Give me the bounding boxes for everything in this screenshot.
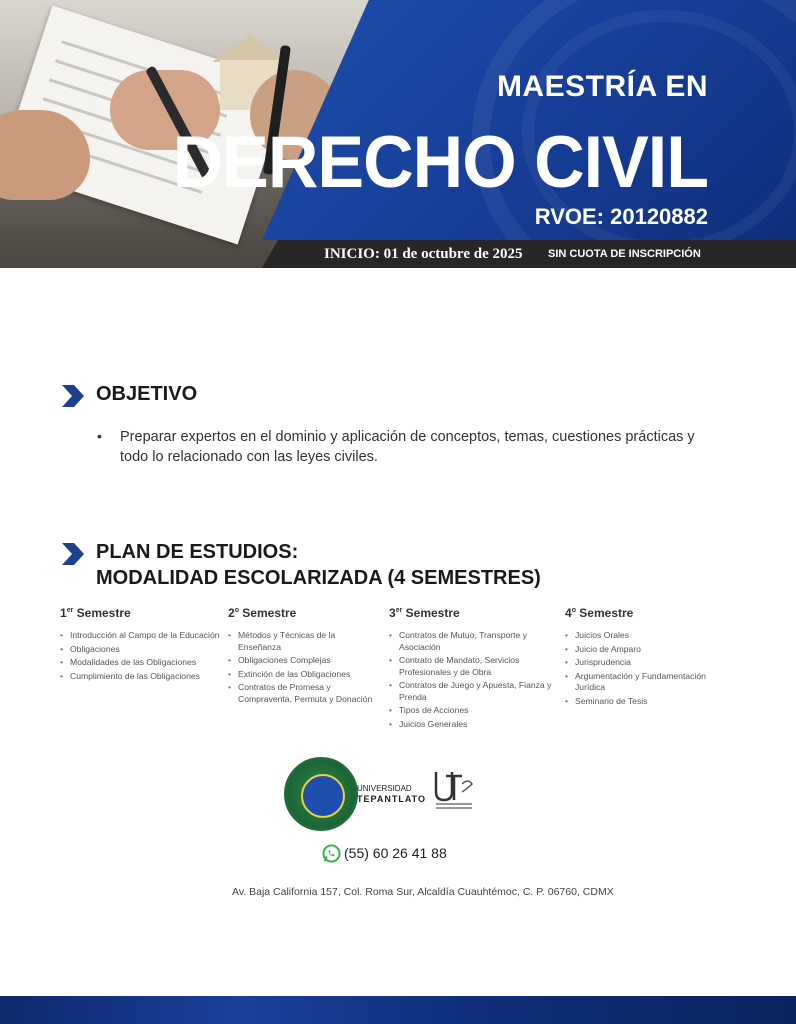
list-item: • Obligaciones (60, 644, 230, 656)
footer-bar (0, 996, 796, 1024)
title-line-2: DERECHO CIVIL (172, 121, 708, 203)
list-item: • Juicios Orales (565, 630, 715, 642)
list-item: • Extinción de las Obligaciones (228, 669, 378, 681)
list-item: • Jurisprudencia (565, 657, 715, 669)
rvoe-code: RVOE: 20120882 (534, 204, 708, 229)
plan-heading-line-1: PLAN DE ESTUDIOS: (96, 541, 299, 563)
objective-text: Preparar expertos en el dominio y aplicación de conceptos, temas, cuestiones prácticas y todo lo relacionado con las leyes civiles. (120, 429, 695, 465)
start-date: INICIO: 01 de octubre de 2025 (324, 246, 523, 262)
phone-number[interactable]: (55) 60 26 41 88 (344, 845, 447, 861)
list-item: • Cumplimiento de las Obligaciones (60, 671, 230, 683)
university-name-line-2: TEPANTLATO (357, 794, 426, 804)
list-item: • Argumentación y Fundamentación Jurídica (565, 671, 715, 694)
list-item: • Contratos de Mutuo, Transporte y Asociación (389, 630, 557, 653)
list-item: • Introducción al Campo de la Educación (60, 630, 230, 642)
chevron-right-icon (60, 383, 86, 409)
university-name-line-1: UNIVERSIDAD (357, 784, 412, 793)
list-item: • Métodos y Técnicas de la Enseñanza (228, 630, 378, 653)
title-line-1: MAESTRÍA EN (496, 70, 708, 103)
list-item: • Tipos de Acciones (389, 705, 557, 717)
fee-notice: SIN CUOTA DE INSCRIPCIÓN (548, 248, 701, 260)
semester-title: 2$^o$ Semestre (228, 606, 297, 620)
bullet-dot: • (97, 428, 102, 444)
university-seal-logo (284, 757, 358, 831)
semester-1 (60, 606, 230, 684)
list-item: • Modalidades de las Obligaciones (60, 657, 230, 669)
list-item: • Seminario de Tesis (565, 696, 715, 708)
header-banner (0, 0, 796, 268)
list-item: • Contratos de Promesa y Compraventa, Permuta y Donación (228, 682, 378, 705)
semester-4 (565, 606, 715, 709)
list-item: • Contrato de Mandato, Servicios Profesionales y de Obra (389, 655, 557, 678)
law-faculty-logo (432, 770, 476, 810)
plan-heading-line-2: MODALIDAD ESCOLARIZADA (4 SEMESTRES) (96, 567, 541, 589)
semester-2 (228, 606, 378, 707)
list-item: • Obligaciones Complejas (228, 655, 378, 667)
list-item: • Juicio de Amparo (565, 644, 715, 656)
chevron-right-icon (60, 541, 86, 567)
semester-3 (389, 606, 557, 732)
list-item: • Juicios Generales (389, 719, 557, 731)
address: Av. Baja California 157, Col. Roma Sur, Alcaldía Cuauhtémoc, C. P. 06760, CDMX (232, 886, 614, 898)
objective-heading: OBJETIVO (96, 383, 198, 405)
semester-title: 1er Semestre (60, 606, 131, 620)
semester-title: 3er Semestre (389, 606, 460, 620)
list-item: • Contratos de Juego y Apuesta, Fianza y Prenda (389, 680, 557, 703)
semester-title: 4$^o$ Semestre (565, 606, 634, 620)
